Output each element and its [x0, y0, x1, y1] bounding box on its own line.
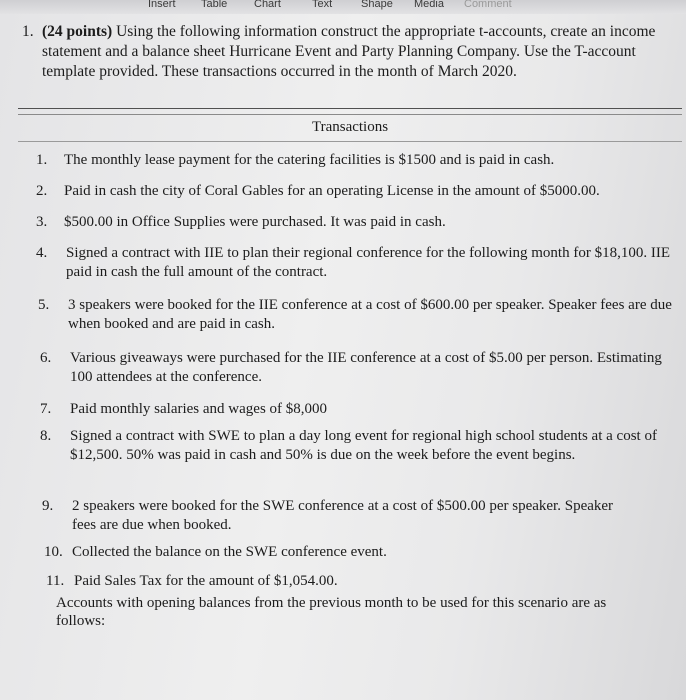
- transaction-number: 6.: [40, 350, 52, 366]
- divider-double: [18, 114, 682, 115]
- divider-heading: [18, 141, 682, 142]
- transaction-number: 3.: [36, 214, 48, 230]
- transaction-number: 9.: [42, 498, 54, 514]
- divider-top: [18, 108, 682, 109]
- opening-balances-note: Accounts with opening balances from the previous month to be used for this scenario are as follows:: [56, 595, 607, 629]
- transaction-text: $500.00 in Office Supplies were purchased. It was paid in cash.: [64, 214, 446, 230]
- question-points: (24 points): [42, 23, 113, 40]
- toolbar-shape[interactable]: Shape: [361, 0, 393, 10]
- transaction-number: 4.: [36, 245, 48, 261]
- toolbar-table[interactable]: Table: [201, 0, 228, 10]
- transaction-text: 3 speakers were booked for the IIE conference at a cost of $600.00 per speaker. Speaker fees are due when booked and are paid in cash.: [68, 297, 672, 332]
- toolbar-chart[interactable]: Chart: [254, 0, 281, 10]
- question-text: [42, 22, 672, 82]
- transaction-text: Paid in cash the city of Coral Gables for an operating License in the amount of $5000.00.: [64, 183, 600, 199]
- transaction-number: 7.: [40, 401, 52, 417]
- toolbar-comment[interactable]: Comment: [464, 0, 512, 10]
- transaction-text: Paid Sales Tax for the amount of $1,054.00.: [74, 573, 338, 589]
- question-number: 1.: [22, 23, 34, 40]
- transaction-number: 2.: [36, 183, 48, 199]
- toolbar-text[interactable]: Text: [312, 0, 333, 10]
- transaction-text: Paid monthly salaries and wages of $8,000: [70, 401, 328, 417]
- transaction-text: The monthly lease payment for the catering facilities is $1500 and is paid in cash.: [64, 152, 555, 168]
- transaction-number: 11.: [46, 573, 65, 589]
- question-body: Using the following information construct the appropriate t-accounts, create an income statement and a balance sheet Hurricane Event and Party Planning Company. Use the T-account template provided. These transactions occurred in the month of March 2020.: [42, 23, 656, 80]
- transaction-number: 5.: [38, 297, 50, 313]
- transaction-text: Various giveaways were purchased for the IIE conference at a cost of $5.00 per person. Estimating 100 attendees at the conference.: [70, 350, 662, 385]
- toolbar-insert[interactable]: Insert: [148, 0, 176, 10]
- transaction-number: 8.: [40, 428, 52, 444]
- transaction-text: Signed a contract with SWE to plan a day long event for regional high school students at a cost of $12,500. 50% was paid in cash and 50% is due on the week before the event begins.: [70, 428, 657, 463]
- transaction-number: 1.: [36, 152, 48, 168]
- toolbar-media[interactable]: Media: [414, 0, 444, 10]
- transaction-text: 2 speakers were booked for the SWE conference at a cost of $500.00 per speaker. Speaker fees are due when booked.: [72, 498, 614, 533]
- transaction-number: 10.: [44, 544, 63, 560]
- editor-toolbar: [0, 0, 686, 14]
- transactions-heading: Transactions: [311, 119, 389, 135]
- transaction-text: Collected the balance on the SWE conference event.: [72, 544, 387, 560]
- transaction-text: Signed a contract with IIE to plan their regional conference for the following month for $18,100. IIE paid in cash the full amount of the contract.: [66, 245, 670, 280]
